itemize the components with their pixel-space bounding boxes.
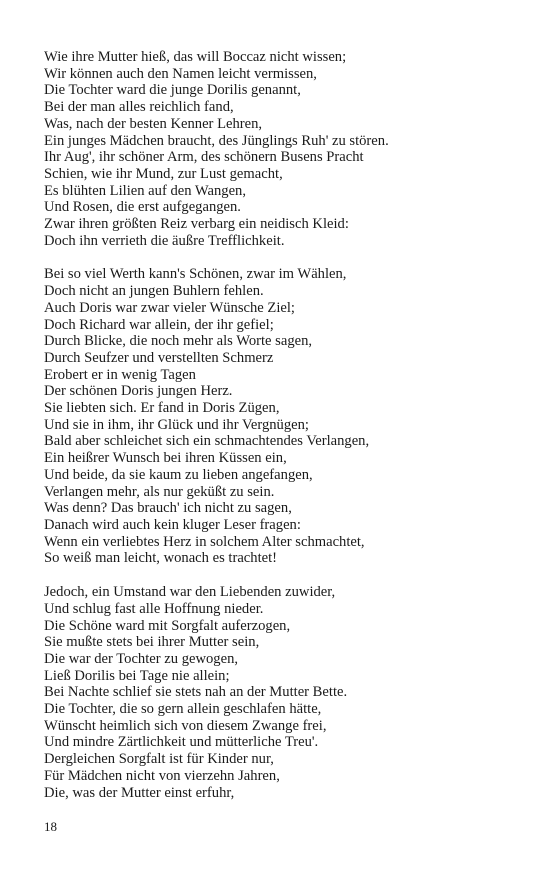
- verse-line: Und schlug fast alle Hoffnung nieder.: [44, 600, 264, 617]
- poem-text: [44, 49, 534, 818]
- verse-line: Die war der Tochter zu gewogen,: [44, 650, 239, 667]
- verse-line: Durch Blicke, die noch mehr als Worte sagen,: [44, 333, 313, 350]
- verse-line: Ließ Dorilis bei Tage nie allein;: [44, 667, 230, 684]
- verse-line: So weiß man leicht, wonach es trachtet!: [44, 550, 278, 567]
- verse-line: Bei Nachte schlief sie stets nah an der Mutter Bette.: [44, 684, 348, 701]
- stanza: [44, 266, 534, 567]
- verse-line: Bei so viel Werth kann's Schönen, zwar im Wählen,: [44, 266, 347, 283]
- verse-line: Zwar ihren größten Reiz verbarg ein neidisch Kleid:: [44, 216, 349, 233]
- verse-line: Bald aber schleichet sich ein schmachtendes Verlangen,: [44, 433, 370, 450]
- stanza: [44, 584, 534, 801]
- verse-line: Und sie in ihm, ihr Glück und ihr Vergnügen;: [44, 416, 309, 433]
- verse-line: Sie liebten sich. Er fand in Doris Zügen,: [44, 400, 280, 417]
- verse-line: Und Rosen, die erst aufgegangen.: [44, 199, 241, 216]
- verse-line: Doch Richard war allein, der ihr gefiel;: [44, 316, 274, 333]
- verse-line: Wie ihre Mutter hieß, das will Boccaz nicht wissen;: [44, 49, 347, 65]
- verse-line: Wir können auch den Namen leicht vermissen,: [44, 65, 317, 82]
- verse-line: Für Mädchen nicht von vierzehn Jahren,: [44, 767, 280, 784]
- verse-line: Sie mußte stets bei ihrer Mutter sein,: [44, 634, 260, 651]
- verse-line: Danach wird auch kein kluger Leser fragen:: [44, 516, 301, 533]
- verse-line: Dergleichen Sorgfalt ist für Kinder nur,: [44, 751, 274, 768]
- verse-line: Der schönen Doris jungen Herz.: [44, 383, 233, 400]
- verse-line: Wenn ein verliebtes Herz in solchem Alter schmachtet,: [44, 533, 365, 550]
- verse-line: Schien, wie ihr Mund, zur Lust gemacht,: [44, 165, 283, 182]
- verse-line: Doch ihn verrieth die äußre Trefflichkeit.: [44, 232, 285, 249]
- verse-line: Auch Doris war zwar vieler Wünsche Ziel;: [44, 299, 295, 316]
- verse-line: Es blühten Lilien auf den Wangen,: [44, 182, 247, 199]
- stanza: [44, 49, 534, 249]
- verse-line: Jedoch, ein Umstand war den Liebenden zuwider,: [44, 584, 336, 601]
- verse-line: Doch nicht an jungen Buhlern fehlen.: [44, 283, 264, 300]
- verse-line: Was, nach der besten Kenner Lehren,: [44, 115, 263, 132]
- verse-line: Ein junges Mädchen braucht, des Jünglings Ruh' zu stören.: [44, 132, 389, 149]
- verse-line: Erobert er in wenig Tagen: [44, 366, 196, 383]
- verse-line: Wünscht heimlich sich von diesem Zwange frei,: [44, 717, 327, 734]
- page-number: 18: [44, 819, 57, 834]
- verse-line: Verlangen mehr, als nur geküßt zu sein.: [44, 483, 275, 500]
- verse-line: Die Tochter, die so gern allein geschlafen hätte,: [44, 701, 322, 718]
- verse-line: Die Schöne ward mit Sorgfalt auferzogen,: [44, 617, 291, 634]
- verse-line: Ihr Aug', ihr schöner Arm, des schönern Busens Pracht: [44, 149, 364, 166]
- verse-line: Bei der man alles reichlich fand,: [44, 99, 234, 116]
- verse-line: Die, was der Mutter einst erfuhr,: [44, 784, 235, 801]
- verse-line: Und beide, da sie kaum zu lieben angefangen,: [44, 466, 313, 483]
- verse-line: Die Tochter ward die junge Dorilis genannt,: [44, 82, 301, 99]
- verse-line: Ein heißrer Wunsch bei ihren Küssen ein,: [44, 450, 287, 467]
- verse-line: Durch Seufzer und verstellten Schmerz: [44, 349, 274, 366]
- verse-line: Und mindre Zärtlichkeit und mütterliche Treu'.: [44, 734, 319, 751]
- verse-line: Was denn? Das brauch' ich nicht zu sagen,: [44, 500, 292, 517]
